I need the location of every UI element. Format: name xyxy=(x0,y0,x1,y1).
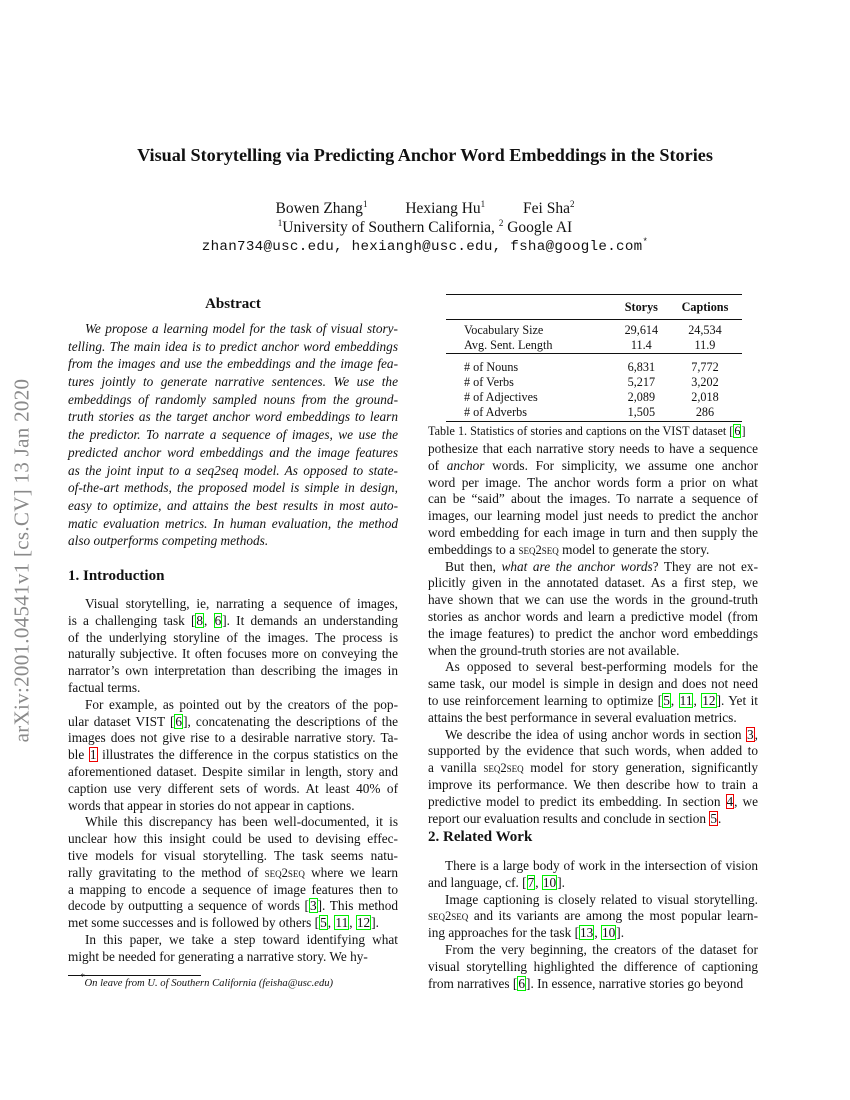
cross-reference-link[interactable]: 5 xyxy=(710,810,718,826)
paragraph xyxy=(428,727,758,828)
text-line xyxy=(68,462,398,480)
cell: 2,018 xyxy=(691,390,719,404)
author xyxy=(405,200,485,217)
column-header: Storys xyxy=(615,295,668,320)
text-run: can be “said” about the images. To narrate a sequence of xyxy=(428,491,758,507)
text-run: supported by the evidence that such words, when added to xyxy=(428,743,758,759)
text-run: same task, our model is simple in design and does not need xyxy=(428,676,758,692)
text-line xyxy=(428,659,758,676)
text-run: But then, xyxy=(445,558,502,574)
text-run: narrator’s own interpretation than describing the images in xyxy=(68,663,398,679)
text-run: ular dataset VIST [ xyxy=(68,713,175,729)
text-line xyxy=(428,743,758,760)
text-line xyxy=(428,609,758,626)
footnote-mark: * xyxy=(80,972,85,982)
introduction-body-continued xyxy=(428,441,758,827)
citation-link[interactable]: 11 xyxy=(679,692,693,708)
author-name: Bowen Zhang xyxy=(275,200,363,217)
emphasis-text: what are the anchor words xyxy=(501,558,653,574)
text-run: visual storytelling highlighted the difference of captioning xyxy=(428,958,758,974)
text-line xyxy=(68,663,398,680)
statistics-table xyxy=(446,294,742,422)
citation-link[interactable]: 6 xyxy=(214,612,222,628)
text-line xyxy=(68,355,398,373)
smallcaps-term: seq2seq xyxy=(264,865,305,880)
caption-text: Table 1. Statistics of stories and captions on the VIST dataset [ xyxy=(428,424,734,438)
text-line xyxy=(68,320,398,338)
text-line xyxy=(428,959,758,976)
paragraph xyxy=(68,697,398,815)
text-line xyxy=(428,760,758,777)
text-run: the predictor. To narrate a sequence of images, we use the xyxy=(68,427,398,443)
paragraph xyxy=(428,659,758,726)
text-line xyxy=(428,693,758,710)
cell: 29,614 xyxy=(624,323,659,337)
text-line xyxy=(428,525,758,542)
text-line xyxy=(428,643,758,660)
text-run: word embedding for each image in turn and then supply the xyxy=(428,524,758,540)
text-line xyxy=(428,794,758,811)
citation-link[interactable]: 8 xyxy=(196,612,204,628)
citation-link[interactable]: 6 xyxy=(734,424,741,438)
text-run: tures jointly to generate narrative sentences. We use the xyxy=(68,374,398,390)
text-line xyxy=(428,475,758,492)
text-run: aforementioned dataset. Despite similar in length, story and xyxy=(68,763,398,779)
cell: 24,534 xyxy=(688,323,722,337)
text-run: where we learn xyxy=(304,864,398,880)
text-run: attains the best performance in several evaluation metrics. xyxy=(428,709,737,725)
text-line xyxy=(428,441,758,458)
author-affil-mark: 1 xyxy=(362,199,368,209)
cross-reference-link[interactable]: 4 xyxy=(726,793,734,809)
text-run: model to generate the story. xyxy=(558,541,710,557)
text-line xyxy=(428,925,758,942)
text-run: ]. In essence, narrative stories go beyond xyxy=(526,975,744,991)
text-run: matic evaluation metrics. In human evaluation, the method xyxy=(68,515,398,531)
text-line xyxy=(68,338,398,356)
text-line xyxy=(68,646,398,663)
text-line xyxy=(68,444,398,462)
citation-link[interactable]: 10 xyxy=(542,874,557,890)
text-run: predictive model to predict its embedding. In section xyxy=(428,793,726,809)
paragraph xyxy=(68,932,398,966)
table-row xyxy=(446,390,742,405)
text-run: ]. Yet it xyxy=(716,692,758,708)
text-line xyxy=(428,626,758,643)
text-line xyxy=(68,479,398,497)
text-line xyxy=(68,373,398,391)
text-run: embeddings to a xyxy=(428,541,519,557)
text-run: word per image. The anchor words form a prior on what xyxy=(428,474,758,490)
row-label: # of Verbs xyxy=(464,375,514,389)
text-run: , xyxy=(693,692,702,708)
author-affil-mark: 2 xyxy=(569,199,575,209)
citation-link[interactable]: 12 xyxy=(702,692,716,708)
affil-mark: 1 xyxy=(277,218,283,228)
text-run: also outperforms competing methods. xyxy=(68,533,269,549)
affil-text: University of Southern California, xyxy=(282,219,499,236)
text-line xyxy=(428,892,758,909)
paragraph xyxy=(428,441,758,559)
cell: 11.9 xyxy=(694,338,716,352)
text-line xyxy=(428,508,758,525)
table-header-row xyxy=(446,295,742,320)
text-run: of xyxy=(428,457,447,473)
text-line xyxy=(428,811,758,828)
text-run: naturally subjective. It often focuses more on conveying the xyxy=(68,646,398,662)
citation-link[interactable]: 5 xyxy=(663,692,670,708)
text-line xyxy=(68,730,398,747)
text-run: of-the-art methods, the proposed model is simple in design, xyxy=(68,480,398,496)
column-header xyxy=(446,295,615,320)
text-run: ble xyxy=(68,747,89,763)
row-label: # of Adverbs xyxy=(446,405,615,422)
table-caption xyxy=(428,424,746,439)
footnote-mark: * xyxy=(642,237,649,247)
text-run: rally gravitating to the method of xyxy=(68,864,265,880)
citation-link[interactable]: 13 xyxy=(580,925,594,941)
text-line xyxy=(68,949,398,966)
cell: 11.4 xyxy=(630,338,652,352)
text-run: , xyxy=(535,874,542,890)
text-line xyxy=(68,532,398,550)
section-heading-related-work: 2. Related Work xyxy=(428,829,533,845)
affil-mark: 2 xyxy=(498,218,504,228)
text-run: tive models for visual storytelling. The task seems natu- xyxy=(68,847,398,863)
citation-link[interactable]: 6 xyxy=(518,975,526,991)
text-line xyxy=(68,630,398,647)
text-run: as the joint input to a seq2seq model. As opposed to state- xyxy=(68,462,398,478)
text-run: embeddings of randomly sampled nouns from the ground- xyxy=(68,391,398,407)
text-run: For example, as pointed out by the creators of the pop- xyxy=(85,696,398,712)
text-run: Image captioning is closely related to visual storytelling. xyxy=(445,891,758,907)
text-line xyxy=(68,515,398,533)
table-row xyxy=(446,354,742,376)
text-run: ? They are not ex- xyxy=(652,558,758,574)
affil-text: Google AI xyxy=(503,219,573,236)
cross-reference-link[interactable]: 1 xyxy=(89,747,97,763)
footnote xyxy=(80,972,334,989)
cell: 7,772 xyxy=(668,354,742,376)
text-line xyxy=(68,932,398,949)
text-run: telling. The main idea is to predict anchor word embeddings xyxy=(68,338,398,354)
text-run: a vanilla xyxy=(428,760,484,776)
text-line xyxy=(428,676,758,693)
text-line xyxy=(68,781,398,798)
emails-text: zhan734@usc.edu, hexiangh@usc.edu, fsha@google.com xyxy=(201,239,643,255)
text-run: plicitly given in the annotated dataset. As a first step, we xyxy=(428,575,758,591)
text-run: from narratives [ xyxy=(428,975,518,991)
text-line xyxy=(428,458,758,475)
text-line xyxy=(68,680,398,697)
text-run: . xyxy=(718,810,722,826)
author-name: Fei Sha xyxy=(523,200,570,217)
text-line xyxy=(68,882,398,899)
author-list xyxy=(0,200,850,218)
text-run: pothesize that each narrative story needs to have a sequence xyxy=(428,441,758,456)
cell: 2,089 xyxy=(627,390,656,404)
text-run: words. For simplicity, we assume one anchor xyxy=(484,457,758,473)
text-run: , xyxy=(594,925,601,941)
text-run: to use reinforcement learning to optimize [ xyxy=(428,692,663,708)
text-run: truth stories as the target anchor word embeddings to learn xyxy=(68,409,398,425)
citation-link[interactable]: 12 xyxy=(356,915,371,931)
text-line xyxy=(428,976,758,993)
text-line xyxy=(68,596,398,613)
author xyxy=(523,200,574,217)
paragraph xyxy=(428,892,758,942)
introduction-body xyxy=(68,596,398,966)
footnote-divider xyxy=(68,975,201,976)
caption-text: ] xyxy=(741,424,746,438)
text-line xyxy=(68,814,398,831)
text-line xyxy=(428,592,758,609)
text-run: factual terms. xyxy=(68,679,141,695)
text-run: images does not give rise to a desirable narrative story. Ta- xyxy=(68,730,398,746)
text-run: of the underlying storyline of the images. The process is xyxy=(68,629,398,645)
text-run: , xyxy=(349,915,356,931)
text-run: In this paper, we take a step toward identifying what xyxy=(85,931,398,947)
cell: 5,217 xyxy=(627,375,656,389)
text-line xyxy=(68,497,398,515)
text-run: ]. xyxy=(371,915,379,931)
text-line xyxy=(428,875,758,892)
paragraph xyxy=(68,814,398,932)
text-run: improve its performance. We then describe how to train a xyxy=(428,776,758,792)
text-run: , we xyxy=(734,793,759,809)
text-line xyxy=(68,915,398,932)
text-run: met some successes and is followed by others [ xyxy=(68,915,320,931)
table-row xyxy=(446,375,742,390)
affiliations xyxy=(0,219,850,237)
row-label: Avg. Sent. Length xyxy=(464,338,553,352)
text-run: While this discrepancy has been well-documented, it is xyxy=(85,814,398,830)
text-line xyxy=(428,542,758,559)
table-row xyxy=(446,338,742,354)
abstract-body xyxy=(68,320,398,550)
text-line xyxy=(428,858,758,875)
text-run: , xyxy=(327,915,335,931)
text-run: have shown that we can use the words in the ground-truth xyxy=(428,592,758,608)
paragraph xyxy=(428,942,758,992)
text-line xyxy=(68,613,398,630)
text-run: easy to optimize, and attains the best results in most auto- xyxy=(68,497,398,513)
text-line xyxy=(428,727,758,744)
text-line xyxy=(68,798,398,815)
text-run: We describe the idea of using anchor words in section xyxy=(445,726,747,742)
text-line xyxy=(68,747,398,764)
text-run: model for story generation, significantly xyxy=(523,760,758,776)
text-run: stories as anchor words and learn a predictive model (from xyxy=(428,608,758,624)
text-run: ]. It demands an understanding xyxy=(222,612,398,628)
text-line xyxy=(68,426,398,444)
citation-link[interactable]: 3 xyxy=(309,898,317,914)
text-run: is a challenging task [ xyxy=(68,612,196,628)
abstract-heading: Abstract xyxy=(205,296,261,312)
text-run: ]. xyxy=(557,874,565,890)
text-run: ], concatenating the descriptions of the xyxy=(183,713,398,729)
row-label: # of Nouns xyxy=(446,354,615,376)
cross-reference-link[interactable]: 3 xyxy=(747,726,754,742)
text-line xyxy=(68,898,398,915)
text-line xyxy=(68,714,398,731)
paragraph xyxy=(68,596,398,697)
citation-link[interactable]: 11 xyxy=(335,915,349,931)
text-line xyxy=(428,710,758,727)
text-run: ]. This method xyxy=(317,898,398,914)
citation-link[interactable]: 5 xyxy=(320,915,327,931)
text-line xyxy=(68,391,398,409)
text-run: a mapping to encode a sequence of image features then to xyxy=(68,881,398,897)
text-run: Visual storytelling, ie, narrating a sequence of images, xyxy=(85,596,398,611)
smallcaps-term: seq2seq xyxy=(483,761,524,776)
text-run: the image features) to predict the anchor word embeddings xyxy=(428,625,758,641)
citation-link[interactable]: 7 xyxy=(527,874,535,890)
cell: 6,831 xyxy=(615,354,668,376)
text-line xyxy=(68,408,398,426)
section-heading-introduction: 1. Introduction xyxy=(68,568,165,584)
text-line xyxy=(68,764,398,781)
column-header: Captions xyxy=(668,295,742,320)
text-run: ]. xyxy=(616,925,625,941)
text-run: illustrates the difference in the corpus statistics on the xyxy=(97,747,398,763)
text-run: , xyxy=(754,726,758,742)
paragraph xyxy=(428,858,758,892)
author-emails xyxy=(0,239,850,255)
related-work-body xyxy=(428,858,758,992)
author-affil-mark: 1 xyxy=(480,199,486,209)
text-run: from the images and use the embeddings and the image fea- xyxy=(68,356,398,372)
text-run: We propose a learning model for the task of visual story- xyxy=(85,321,398,336)
text-line xyxy=(428,942,758,959)
text-run: ing approaches for the task [ xyxy=(428,925,580,941)
author xyxy=(276,200,368,217)
cell: 1,505 xyxy=(615,405,668,422)
text-line xyxy=(428,777,758,794)
cell: 286 xyxy=(668,405,742,422)
paper-title: Visual Storytelling via Predicting Anchor Word Embeddings in the Stories xyxy=(137,145,713,165)
text-line xyxy=(68,831,398,848)
text-run: predicted anchor word embeddings and the image features xyxy=(68,444,398,460)
citation-link[interactable]: 6 xyxy=(175,713,183,729)
emphasis-text: anchor xyxy=(446,457,485,473)
text-run: As opposed to several best-performing models for the xyxy=(445,659,758,675)
text-line xyxy=(428,491,758,508)
text-run: From the very beginning, the creators of the dataset for xyxy=(445,941,758,957)
table-row xyxy=(446,320,742,339)
text-run: and language, cf. [ xyxy=(428,874,527,890)
text-run: There is a large body of work in the intersection of vision xyxy=(445,858,758,873)
text-run: when the ground-truth stories are not available. xyxy=(428,642,680,658)
paragraph xyxy=(428,559,758,660)
smallcaps-term: seq2seq xyxy=(518,542,559,557)
author-name: Hexiang Hu xyxy=(405,200,481,217)
text-run: and its variants are among the most popular learn- xyxy=(468,908,758,924)
text-line xyxy=(428,559,758,576)
text-line xyxy=(68,865,398,882)
text-line xyxy=(428,908,758,925)
text-run: , xyxy=(204,612,214,628)
row-label: # of Adjectives xyxy=(464,390,538,404)
table-row xyxy=(446,405,742,422)
row-label: Vocabulary Size xyxy=(464,323,544,337)
text-run: words that appear in stories do not appear in captions. xyxy=(68,797,355,813)
text-run: report our evaluation results and conclude in section xyxy=(428,810,710,826)
text-run: decode by outputting a sequence of words [ xyxy=(68,898,309,914)
text-line xyxy=(68,848,398,865)
cell: 3,202 xyxy=(691,375,719,389)
citation-link[interactable]: 10 xyxy=(601,925,616,941)
text-run: caption use very different sets of words. At least 40% of xyxy=(68,780,398,796)
text-run: unclear how this insight could be used to devising effec- xyxy=(68,831,398,847)
text-run: might be needed for generating a narrative story. We hy- xyxy=(68,948,368,964)
text-run: images, our learning model just needs to predict the anchor xyxy=(428,508,758,524)
smallcaps-term: seq2seq xyxy=(428,909,469,924)
text-line xyxy=(68,697,398,714)
footnote-text: On leave from U. of Southern California (feisha@usc.edu) xyxy=(84,978,334,989)
text-run: , xyxy=(670,692,679,708)
arxiv-stamp: arXiv:2001.04541v1 [cs.CV] 13 Jan 2020 xyxy=(9,378,34,743)
text-line xyxy=(428,575,758,592)
